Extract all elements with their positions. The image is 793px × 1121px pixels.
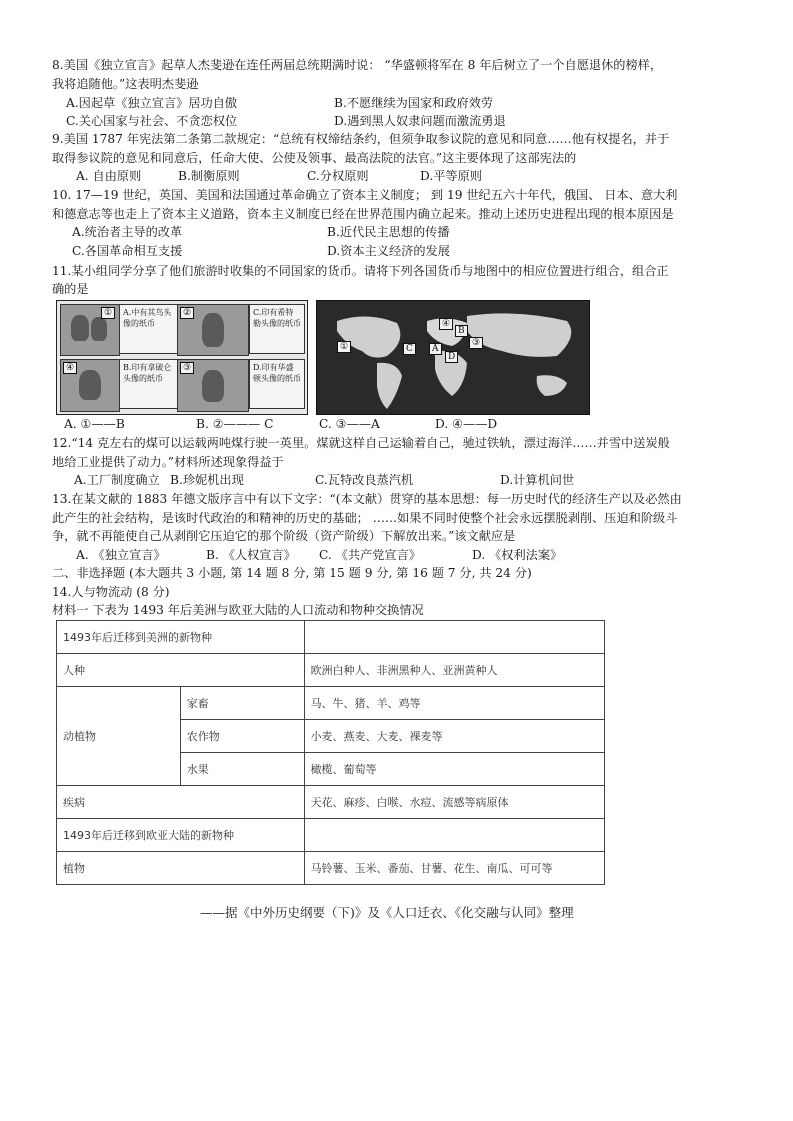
table-row bbox=[57, 786, 605, 819]
q12-option-c[interactable]: C.瓦特改良蒸汽机 bbox=[315, 473, 414, 487]
banknote-2 bbox=[177, 304, 249, 356]
label-a: A.中有其鸟头像的纸币 bbox=[119, 304, 179, 354]
table-cell-livestock-value: 马、牛、猪、羊、鸡等 bbox=[304, 687, 604, 720]
q9-option-a[interactable]: A. 自由原则 bbox=[76, 169, 142, 183]
q8-stem-line2: 我将追随他。”这表明杰斐逊 bbox=[52, 77, 199, 91]
q11-stem-line1: 11.某小组同学分享了他们旅游时收集的不同国家的货币。请将下列各国货币与地图中的相应位置进行组合，组合正 bbox=[52, 264, 669, 278]
table-cell-race-label: 人种 bbox=[57, 654, 305, 687]
table-cell-plants-label: 植物 bbox=[57, 852, 305, 885]
q13-option-c[interactable]: C. 《共产党宣言》 bbox=[319, 548, 421, 562]
q12-option-d[interactable]: D.计算机问世 bbox=[500, 473, 575, 487]
q13-option-b[interactable]: B. 《人权宣言》 bbox=[206, 548, 296, 562]
q10-stem-line1: 10. 17—19 世纪，英国、美国和法国通过革命确立了资本主义制度； 到 19 世纪五六十年代，俄国、 日本、意大利 bbox=[52, 188, 678, 202]
q9-option-d[interactable]: D.平等原则 bbox=[420, 169, 482, 183]
q10-option-d[interactable]: D.资本主义经济的发展 bbox=[327, 244, 450, 258]
table-cell-fruit-label: 水果 bbox=[180, 753, 304, 786]
banknote-1 bbox=[60, 304, 120, 356]
q8-stem-line1: 8.美国《独立宣言》起草人杰斐逊在连任两届总统期满时说： “华盛顿将军在 8 年后树立了一个自愿退休的榜样， bbox=[52, 58, 663, 72]
q8-option-b[interactable]: B.不愿继续为国家和政府效劳 bbox=[334, 96, 494, 110]
table-cell-fruit-value: 橄榄、葡萄等 bbox=[304, 753, 604, 786]
banknote-number-4: ④ bbox=[63, 362, 77, 374]
table-header-eurasia: 1493年后迁移到欧亚大陆的新物种 bbox=[57, 819, 305, 852]
table-cell-animals-plants: 动植物 bbox=[57, 687, 181, 786]
table-source-note: ——据《中外历史纲要（下)》及《人口迁衣、《化交融与认同》整理 bbox=[200, 905, 574, 920]
q13-stem-line1: 13.在某文献的 1883 年德文版序言中有以下文字：“(本文献）贯穿的基本思想：每一历史时代的经济生产以及必然由 bbox=[52, 492, 682, 506]
map-mark-a: A bbox=[429, 343, 442, 355]
q10-option-a[interactable]: A.统治者主导的改革 bbox=[72, 225, 183, 239]
q13-option-a[interactable]: A. 《独立宣言》 bbox=[76, 548, 166, 562]
q11-stem-line2: 确的是 bbox=[52, 282, 89, 296]
table-cell-empty bbox=[304, 621, 604, 654]
map-mark-3: ③ bbox=[469, 337, 483, 349]
q8-option-a[interactable]: A.因起草《独立宣言》居功自傲 bbox=[66, 96, 238, 110]
table-cell-plants-value: 马铃薯、玉米、番茄、甘薯、花生、南瓜、可可等 bbox=[304, 852, 604, 885]
banknote-number-3: ③ bbox=[180, 362, 194, 374]
q10-option-b[interactable]: B.近代民主思想的传播 bbox=[327, 225, 450, 239]
q11-option-b[interactable]: B. ②——— C bbox=[196, 417, 274, 431]
banknote-number-2: ② bbox=[180, 307, 194, 319]
table-cell-disease-label: 疾病 bbox=[57, 786, 305, 819]
q13-stem-line3: 争，就不再能使自己从剥削它压迫它的那个阶级（资产阶级）下解放出来。”该文献应是 bbox=[52, 529, 516, 543]
currency-collage bbox=[56, 300, 308, 415]
table-cell-livestock-label: 家畜 bbox=[180, 687, 304, 720]
q8-option-c[interactable]: C.关心国家与社会、不贪恋权位 bbox=[66, 114, 238, 128]
banknote-number-1: ① bbox=[101, 307, 115, 319]
q9-stem-line1: 9.美国 1787 年宪法第二条第二款规定：“总统有权缔结条约，但须争取参议院的意见和同意……他有权提名，并于 bbox=[52, 132, 670, 146]
q14-title: 14.人与物流动 (8 分) bbox=[52, 585, 170, 599]
q9-option-c[interactable]: C.分权原则 bbox=[307, 169, 369, 183]
table-row bbox=[57, 852, 605, 885]
map-mark-1: ① bbox=[337, 341, 351, 353]
q8-option-d[interactable]: D.遇到黑人奴隶问题而激流勇退 bbox=[334, 114, 506, 128]
q12-stem-line2: 地给工业提供了动力。”材料所述现象得益于 bbox=[52, 455, 284, 469]
table-row bbox=[57, 819, 605, 852]
map-mark-c: C bbox=[403, 343, 416, 355]
q13-stem-line2: 此产生的社会结构，是该时代政治的和精神的历史的基础； ……如果不同时使整个社会永远摆脱剥削、压迫和阶级斗 bbox=[52, 511, 678, 525]
q10-option-c[interactable]: C.各国革命相互支援 bbox=[72, 244, 183, 258]
label-c: C.印有希特勒头像的纸币 bbox=[249, 304, 305, 354]
table-cell-race-value: 欧洲白种人、非洲黑种人、亚洲黄种人 bbox=[304, 654, 604, 687]
world-map bbox=[316, 300, 590, 415]
q9-stem-line2: 取得参议院的意见和同意后，任命大使、公使及领事、最高法院的法官。”这主要体现了这部宪法的 bbox=[52, 151, 577, 165]
population-species-table bbox=[56, 620, 605, 885]
q9-option-b[interactable]: B.制衡原则 bbox=[178, 169, 240, 183]
table-row bbox=[57, 687, 605, 720]
section-2-heading: 二、非选择题 (本大题共 3 小题, 第 14 题 8 分, 第 15 题 9 分, 第 16 题 7 分, 共 24 分) bbox=[52, 566, 532, 580]
q14-material-1: 材料一 下表为 1493 年后美洲与欧亚大陆的人口流动和物种交换情况 bbox=[52, 603, 424, 617]
table-cell-empty bbox=[304, 819, 604, 852]
q12-option-b[interactable]: B.珍妮机出现 bbox=[170, 473, 244, 487]
banknote-4 bbox=[60, 359, 120, 412]
table-cell-disease-value: 天花、麻疹、白喉、水痘、流感等病原体 bbox=[304, 786, 604, 819]
table-cell-crops-value: 小麦、燕麦、大麦、裸麦等 bbox=[304, 720, 604, 753]
banknote-3 bbox=[177, 359, 249, 412]
map-mark-4: ④ bbox=[439, 318, 453, 330]
q10-stem-line2: 和德意志等也走上了资本主义道路，资本主义制度已经在世界范围内确立起来。推动上述历史进程出现的根本原因是 bbox=[52, 207, 674, 221]
q12-option-a[interactable]: A.工厂制度确立 bbox=[74, 473, 160, 487]
label-d: D.印有华盛顿头像的纸币 bbox=[249, 359, 305, 409]
q11-option-a[interactable]: A. ①——B bbox=[64, 417, 125, 431]
map-mark-d: D bbox=[445, 351, 458, 363]
table-row bbox=[57, 621, 605, 654]
q12-stem-line1: 12.“14 克左右的煤可以运载两吨煤行驶一英里。煤就这样自己运输着自己，驰过铁轨，漂过海洋……并雪中送炭般 bbox=[52, 436, 670, 450]
table-header-americas: 1493年后迁移到美洲的新物种 bbox=[57, 621, 305, 654]
q13-option-d[interactable]: D. 《权利法案》 bbox=[472, 548, 563, 562]
table-cell-crops-label: 农作物 bbox=[180, 720, 304, 753]
label-b: B.印有拿破仑头像的纸币 bbox=[119, 359, 179, 409]
map-mark-b: B bbox=[455, 325, 468, 337]
table-row bbox=[57, 654, 605, 687]
q11-option-d[interactable]: D. ④——D bbox=[435, 417, 498, 431]
q11-option-c[interactable]: C. ③——A bbox=[319, 417, 380, 431]
